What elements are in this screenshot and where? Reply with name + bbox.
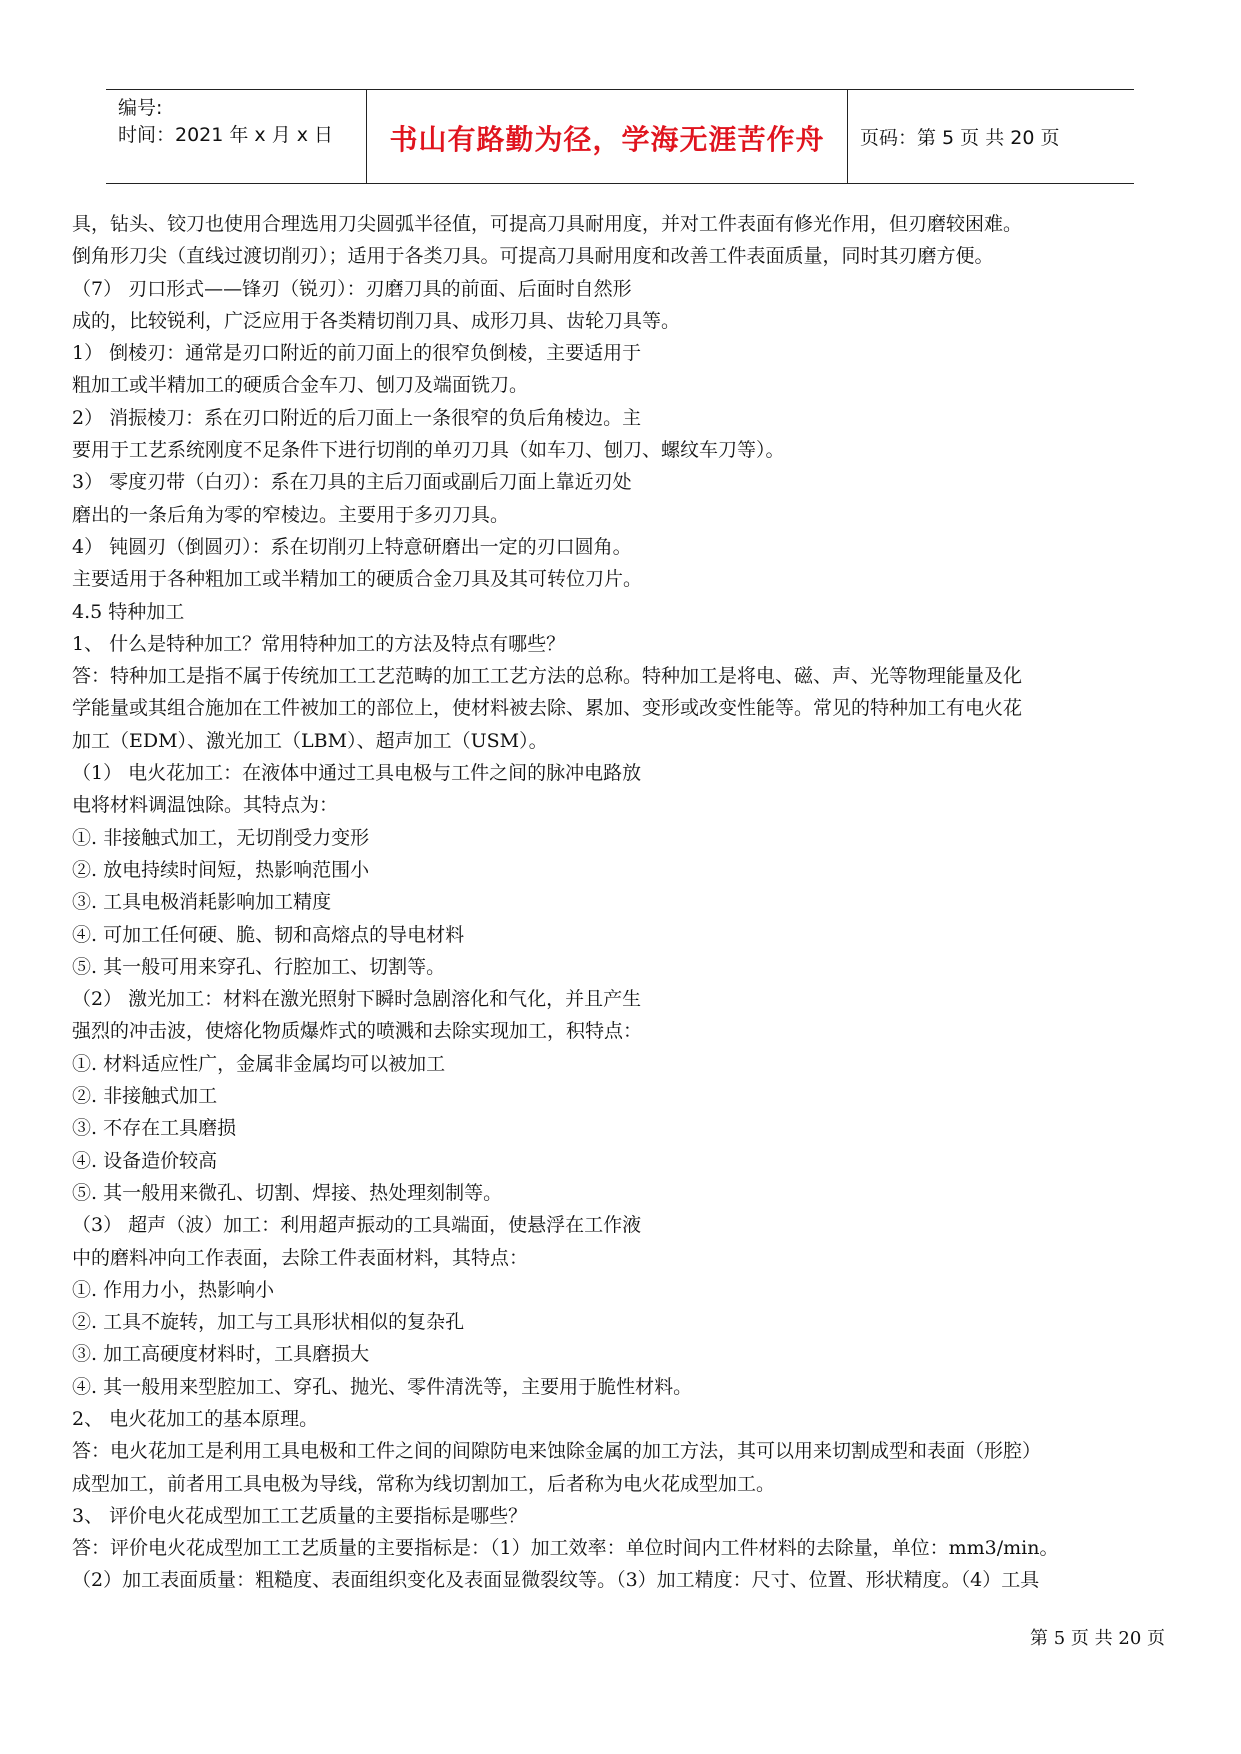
body-line: ③. 加工高硬度材料时，工具磨损大 (72, 1343, 370, 1366)
body-line: ④. 其一般用来型腔加工、穿孔、抛光、零件清洗等，主要用于脆性材料。 (72, 1375, 693, 1398)
body-line: 具，钻头、铰刀也使用合理选用刀尖圆弧半径值，可提高刀具耐用度，并对工件表面有修光作用，但刃磨较困难。 (72, 213, 1023, 235)
body-line: （3） 超声（波）加工：利用超声振动的工具端面，使悬浮在工作液 (72, 1214, 642, 1237)
body-line: 成型加工，前者用工具电极为导线，常称为线切割加工，后者称为电火花成型加工。 (72, 1472, 776, 1495)
header-motto-cell (366, 90, 848, 183)
body-line: 倒角形刀尖（直线过渡切削刃）；适用于各类刀具。可提高刀具耐用度和改善工件表面质量，同时其刃磨方便。 (72, 245, 994, 268)
body-line: 答：电火花加工是利用工具电极和工件之间的间隙防电来蚀除金属的加工方法，其可以用来切割成型和表面（形腔） (72, 1440, 1042, 1463)
body-line: （1） 电火花加工：在液体中通过工具电极与工件之间的脉冲电路放 (72, 762, 642, 785)
body-line: （2）加工表面质量：粗糙度、表面组织变化及表面显微裂纹等。（3）加工精度：尺寸、位置、形状精度。（4）工具 (72, 1569, 1040, 1592)
body-line: ⑤. 其一般用来微孔、切割、焊接、热处理刻制等。 (72, 1181, 503, 1204)
doc-time-label: 时间：2021 年 x 月 x 日 (118, 124, 334, 146)
header-page-cell (848, 90, 1134, 183)
body-line: 2、 电火花加工的基本原理。 (72, 1407, 319, 1430)
body-line: 磨出的一条后角为零的窄棱边。主要用于多刃刀具。 (72, 503, 510, 526)
body-line: 成的，比较锐利，广泛应用于各类精切削刀具、成形刀具、齿轮刀具等。 (72, 309, 681, 332)
header-page-code: 页码：第 5 页 共 20 页 (860, 127, 1060, 149)
body-line: （2） 激光加工：材料在激光照射下瞬时急剧溶化和气化，并且产生 (72, 988, 642, 1011)
body-line: ①. 作用力小，热影响小 (72, 1278, 275, 1301)
body-line: 4.5 特种加工 (72, 600, 185, 623)
body-line: ②. 放电持续时间短，热影响范围小 (72, 858, 370, 881)
header-motto: 书山有路勤为径，学海无涯苦作舟 (389, 123, 825, 156)
body-line: 粗加工或半精加工的硬质合金车刀、刨刀及端面铣刀。 (72, 374, 529, 397)
body-line: 电将材料调温蚀除。其特点为： (72, 794, 339, 817)
body-line: 强烈的冲击波，使熔化物质爆炸式的喷溅和去除实现加工，积特点： (72, 1020, 643, 1043)
body-line: ⑤. 其一般可用来穿孔、行腔加工、切割等。 (72, 955, 446, 978)
body-line: 主要适用于各种粗加工或半精加工的硬质合金刀具及其可转位刀片。 (72, 568, 643, 591)
body-line: ②. 工具不旋转，加工与工具形状相似的复杂孔 (72, 1311, 465, 1334)
body-line: ④. 设备造价较高 (72, 1149, 218, 1172)
body-line: ③. 不存在工具磨损 (72, 1117, 237, 1140)
body-line: 1、 什么是特种加工？常用特种加工的方法及特点有哪些？ (72, 632, 566, 655)
body-line: ②. 非接触式加工 (72, 1085, 218, 1108)
body-line: ③. 工具电极消耗影响加工精度 (72, 891, 332, 914)
body-line: ①. 材料适应性广，金属非金属均可以被加工 (72, 1052, 446, 1075)
body-line: 2） 消振棱刀：系在刃口附近的后刀面上一条很窄的负后角棱边。主 (72, 406, 642, 429)
body-line: ①. 非接触式加工，无切削受力变形 (72, 826, 370, 849)
body-line: 3） 零度刃带（白刃）：系在刀具的主后刀面或副后刀面上靠近刃处 (72, 471, 632, 494)
page-footer: 第 5 页 共 20 页 (1030, 1628, 1165, 1649)
body-line: 答：特种加工是指不属于传统加工工艺范畴的加工工艺方法的总称。特种加工是将电、磁、声、光等物理能量及化 (72, 665, 1023, 688)
body-line: 要用于工艺系统刚度不足条件下进行切削的单刃刀具（如车刀、刨刀、螺纹车刀等）。 (72, 439, 785, 462)
header-info-cell (106, 90, 366, 183)
body-line: ④. 可加工任何硬、脆、韧和高熔点的导电材料 (72, 923, 465, 946)
page-header (106, 89, 1134, 184)
body-line: 加工（EDM）、激光加工（LBM）、超声加工（USM）。 (72, 729, 548, 752)
body-line: 3、 评价电火花成型加工工艺质量的主要指标是哪些？ (72, 1504, 528, 1527)
body-line: 学能量或其组合施加在工件被加工的部位上，使材料被去除、累加、变形或改变性能等。常见的特种加工有电火花 (72, 697, 1023, 720)
doc-number-label: 编号: (118, 97, 163, 119)
body-line: 4） 钝圆刃（倒圆刃）：系在切削刃上特意研磨出一定的刃口圆角。 (72, 535, 632, 558)
body-line: 答：评价电火花成型加工工艺质量的主要指标是：（1）加工效率：单位时间内工件材料的去除量，单位：mm3/min。 (72, 1537, 1059, 1560)
body-line: 1） 倒棱刃：通常是刃口附近的前刀面上的很窄负倒棱，主要适用于 (72, 342, 642, 365)
body-line: 中的磨料冲向工作表面，去除工件表面材料，其特点： (72, 1246, 529, 1269)
document-body (72, 208, 1172, 1597)
body-line: （7） 刃口形式——锋刃（锐刃）：刃磨刀具的前面、后面时自然形 (72, 277, 632, 300)
